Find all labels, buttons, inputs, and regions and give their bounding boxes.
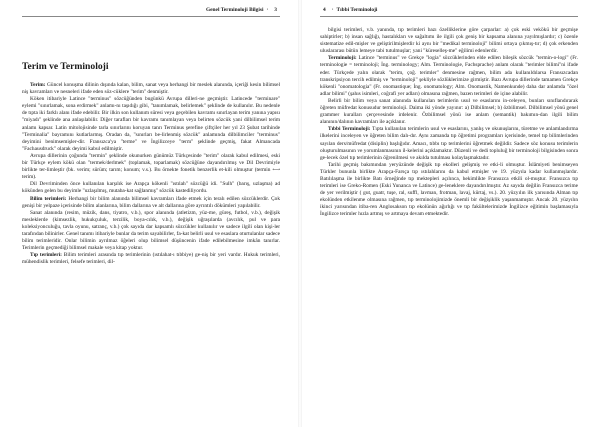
paragraph-text: Tıpta kullanılan terimlerin usul ve esaslarını, yanlış ve okunuşlarını, türetme ve anlamlandırma ilkelerini inceleyen ve öğreten bilim dalı-dır. Aynı zamanda tıp öğretimi programları içerisinde, temel tıp bilimlerinden sayılan ders/müfredat (disiplin) başlığıdır. Amacı, tıbbı tıp terimlerini öğretmek değildir. Sadece söz konusu terimlerin oluşturulmasının ve yorumlanmasının il-kelerini açıklamaktır. Düzenli ve dedi topluluğ bir terminoloji bilgisinden sonra ge-lecek özel tıp terimlerinin öğrenilmesi ve akılda tutulması kolaylaşmaktadır. [320,126,578,161]
left-page-number: 3 [274,7,277,13]
paragraph [320,55,578,98]
paragraph [320,162,578,219]
paragraph [22,181,280,195]
paragraph [22,96,280,153]
right-running-header [320,4,578,17]
paragraph-lead-term: Terminoloji: [328,55,357,62]
paragraph-text: Sanat alanında (resim, müzik, dans, tiyatro, v.b.), spor alanında (atletizm, yüz-me, güreş, futbol, v.b.), değişik mesleklerde (kimsezlik, hukukçuluk, terzilik, boya-cılık, v.b.), değişik uğraşılarda (avcılık, pul ve para koleksiyonculuğu, tavla oyunu, satranç, v.b.) çok sayıda dar kapsamlı sözcükler kullanılır ve sadece ilgili olan kişi-ler tarafından bilinirler. Genel tanımı itibariyle bunlar da terim sayabilirler, fa-kat belirli usul ve esaslara oturtulanlar sadece bilim terimleridir. Onlar bilimin ayrılmaz öğeleri olup bilimsel düşüncenin ifade edilebilmesine imkân tanırlar. Terimlerin geçmediği bilimsel makale veya kitap yoktur. [22,209,280,252]
paragraph-lead-term: Tıp terimleri: [30,252,62,259]
right-page-number: 4 [323,7,326,13]
paragraph [320,98,578,126]
paragraph-lead-term: Terim: [30,82,46,88]
paragraph-text: Dil Devriminden önce kullanılan karşılık ise Arapça kökenli "ıstılah" sözcüğü idi. "Sulh" (barış, uzlaşma) ad kökünden gelen bu deyimle "uzlaşılmış, mutaba-kat sağlanmış" sözcük kastediliyordu. [22,181,280,195]
right-body-text [320,27,578,219]
paragraph-text: Belirli bir bilim veya sanat alanında kullanılan terimlerin usul ve esaslarını in-celeyen, bunları sınıflandırarak öğreten müfredat konusudur terminoloji. Daima iki yönde yayınır: a) Dilbilimsel; b) özbilimsel. Dilbilimsel yönü genel grammer kuralları çerçevesinde irdelenir. Özbilimsel yönü ise anlam (semantik) bakımın-dan ilgili bilim alanının/dalının kavramları ile açıklanır. [320,97,578,126]
paragraph-text: Tarihi geçmiş bakımından yeryüzünde değişik tıp ekolleri gelişmiş ve etki-li olmuştur. İslâmiyeti benimseyen Türkler bununla birlikte Arapça-Farsça tıp ıstılahlarını da kabul etmişler ve 19. yüzyıla kadar kullanmışlardır. Batılılaşma ile birlikte Batı örneğinde tıp mektepleri açılınca, hekimlikte Fransızca etkili ol-muştur. Fransızca tıp terimleri ise Greko-Romen (Eski Yunanca ve Latince) ge-leneklere dayandırılmıştır. Az sayıda değilin Fransızca terime de yer verilmiştir ( gut, guatr, tuşe, ral, suffl, lavman, frotman, lavaj, kürtaj, vs.). 20. yüzyılın ilk yarısında Alman tıp ekolünden etkilenme olmasına rağmen, tıp terminolojimizde önemli bir değişiklik yaşanmamıştır. Ancak 20. yüzyılın ikinci yarısından itiba-ren Anglosakson tıp ekolünün ağırlığı ve tıp fakültelerimizde İngilizce eğitimin başlamasıyla İngilizce terimler hızla artmış ve artmaya devam etmektedir. [320,161,578,218]
paragraph-lead-term: Bilim terimleri: [30,195,67,202]
section-title: Terim ve Terminoloji [22,61,109,72]
right-header-title: Tıbbi Terminoloji [336,7,378,13]
paragraph [320,126,578,161]
left-body-text [22,82,280,266]
paragraph-text: Güncel konuşma dilinin dışında kalan, bilim, sanat veya herhangi bir meslek alanında, içeriği kesin bilimsel niş kavramları ve nesneleri ifade eden söz-cüklere "terim" denmiştir. [22,82,280,96]
right-header-separator: · [331,7,334,13]
paragraph [22,153,280,181]
paragraph-text: Köken itibariyle Latince "terminus" sözcüğünden bugünkü Avrupa dilleri-ne geçmiştir. Latincede "terminare" eylemi "sınırlamak, sona erdirmek" anlamı-nı taşıdığı gibi, "tanımlamak, belirlemek" şeklinde de kullanılır. Bu nedenle de tıpta iki farklı alanı ifade edebilir. Bir ilkin son kullanım süresi veya geçebilen kavramı sınırlayan terim yanına yapısı "miyadı" şeklinde ana anlaşılabilir. Diğer tarafları bir kavramı tanımlayan veya belirten sözcük yani dilbilimsel terim anlamı kapsar. Latin mitolojisinde tarla sınırlarını koruyan tanrı Terminus şerefine çiftçiler her yıl 23 Şubat tarihinde "Terminalia" bayramını kutlarlarmış. Oradan da, "sınırları be-lirlenmiş sözcük" anlamında dilbilimciler "terminus" deyimini benimsemişler-dir. Fransızca'ya "terme" ve İngilizceye "term" şeklinde geçmiş, fakat Almancada "Fachausdruck" olarak deyimi kabul edilmiştir. [22,96,280,152]
paragraph [320,27,578,55]
paragraph-lead-term: Tıbbi Terminoloji: [328,126,371,133]
paragraph-text: Latince "terminus" ve Grekçe "logia" sözcüklerinden elde edilen bileşik sözcük "termin-o-logi" (Fr. terminologie = terminoloji; İng. terminology; Alm. Terminologie, Fachsprache) anlam olarak "terimler bilimi"ni ifade eder. Türkçede yalın olarak "terim, çoğ. terimler" denmesine rağmen, bilim ada kullanıldılarsa Fransızcadan transkripsiyon tercih edilmiş ve "terminoloji" şekliyle sözlüklerimize girmiştir. Bazı Avrupa dillerinde tamamen Grekçe kökenli "onomatologia" (Fr. onomastique; İng. onomatology; Alm. Onomastik, Namenkunde) daha dar anlamda "özel adlar bilimi" (şahıs isimleri, coğrafi yer adları) olmasına rağmen, bazen terimleri de içine alabilir. [320,55,578,97]
left-header-separator: · [266,7,269,13]
left-header-title: Genel Terminoloji Bilgisi [205,7,264,13]
paragraph [22,210,280,253]
paragraph [22,252,280,266]
paragraph-text: Bilim terimleri arasında tıp terimlerinin (ıstılahat-ı tıbbiye) ge-niş bir yeri vardır. Hukuk terimleri, mühendislik terimleri, felsefe terimleri, dil- [22,252,280,266]
paragraph-text: Herhangi bir bilim alanında bilimsel kavramları ifade etmek için teralı edilen sözcüklerdir. Çok genişi bir yelpaze içerisinde bilim alanlarına, bilim dallarına ve alt dallarına göre ayrıntılı dökümleri yapılabilir. [22,195,280,209]
left-running-header [22,4,280,17]
paragraph-text: Avrupa dillerinin çoğunda "termin" şeklinde okunurken günümüz Türkçesinde "terim" olarak kabul edilmesi, eski bir Türkçe eylem kökü olan "termek/derlmek" (toplamak, toparlamak) sözcüğüne dayandırılmış ve Dil Devrimiyle birlikte ter-limleştir (bk. verim; sürüm; tarım; konum; v.s.). Bu örnekte fonetik benzerlik et-kili olmuştur (termin ⟷ terim). [22,152,280,181]
paragraph-text: bilgisi terimleri, v.b. yanında, tıp terimleri bazı özelliklerine göre çarparlar: a) çok eski vekökü bir geçmişe sahiptirler; b) insan sağlığı, hastalıkları ve sağaltımı ile ilgili çok geniş bir kapsama alanına yayılmışlardır; c) özenle sistematize edil-mişler ve geliştirilmişlerdir ki aynı bir "medikal terminoloji" bilimi ortaya çıkmış-tır; d) çok erkenden uluslararası bütün lemeye tabi tutulmuşlar; yani "küreselleş-me" eğilimi edenlerdir. [320,27,578,55]
left-page [22,0,280,427]
page-gutter [298,0,302,427]
right-page [320,0,578,427]
paragraph [22,196,280,210]
paragraph [22,82,280,96]
